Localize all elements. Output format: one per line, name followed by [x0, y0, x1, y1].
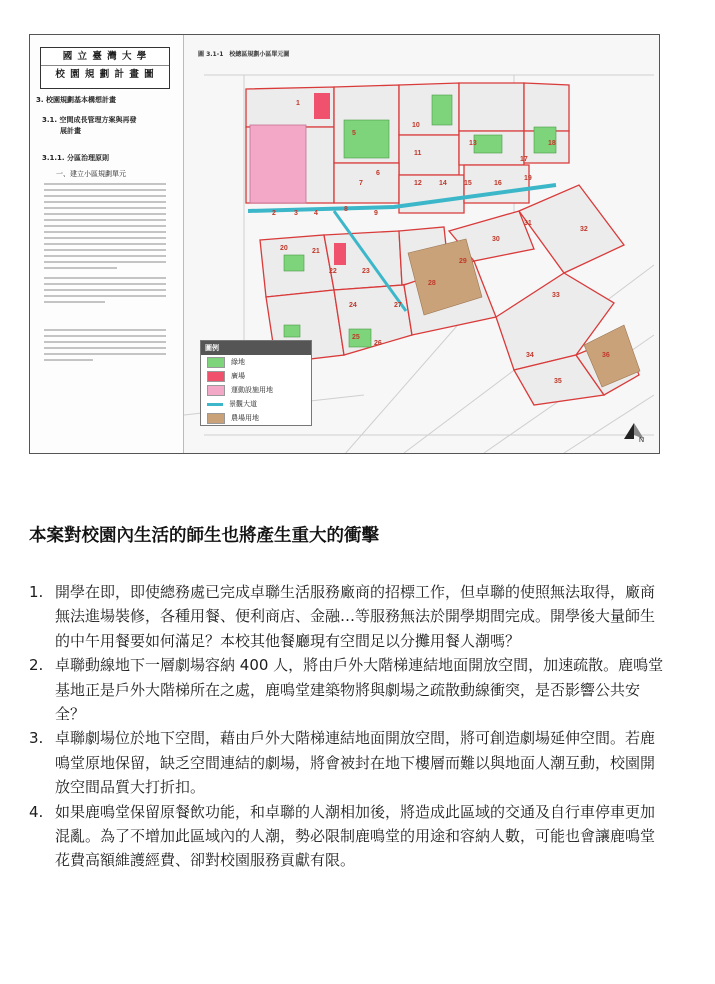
legend-label: 運動設施用地 — [231, 386, 273, 394]
figure-text-column — [30, 35, 184, 453]
north-label: N — [639, 437, 645, 443]
zone-label-27: 27 — [394, 302, 402, 309]
zone-label-10: 10 — [412, 122, 420, 129]
section-heading-3-1b: 展計畫 — [60, 127, 81, 135]
list-item — [29, 726, 669, 799]
campus-plan-figure — [29, 34, 660, 454]
zone-label-29: 29 — [459, 258, 467, 265]
zone-label-2: 2 — [272, 210, 276, 217]
zone-label-25: 25 — [352, 334, 360, 341]
legend-label: 農場用地 — [231, 414, 259, 422]
impact-list — [29, 580, 669, 873]
figure-title-line2: 校 園 規 劃 計 畫 圖 — [55, 69, 155, 80]
zone-label-18: 18 — [548, 140, 556, 147]
body-text-block-3 — [44, 329, 166, 365]
zone-label-1: 1 — [296, 100, 300, 107]
zone-label-16: 16 — [494, 180, 502, 187]
zone-label-7: 7 — [359, 180, 363, 187]
section-heading: 本案對校園內生活的師生也將產生重大的衝擊 — [29, 526, 379, 546]
legend-swatch — [207, 371, 225, 382]
zone-label-6: 6 — [376, 170, 380, 177]
legend-title: 圖例 — [201, 341, 311, 355]
zone-label-3: 3 — [294, 210, 298, 217]
zone-label-19: 19 — [524, 175, 532, 182]
legend-label: 廣場 — [231, 372, 245, 380]
list-item-number: 1. — [29, 583, 44, 601]
zone-label-35: 35 — [554, 378, 562, 385]
zone-label-20: 20 — [280, 245, 288, 252]
zone-label-34: 34 — [526, 352, 534, 359]
list-item-text: 卓聯動線地下一層劇場容納 400 人，將由戶外大階梯連結地面開放空間，加速疏散。鹿鳴堂基地正是戶外大階梯所在之處，鹿鳴堂建築物將與劇場之疏散動線衝突，是否影響公共安全？ — [55, 656, 664, 724]
zone-label-14: 14 — [439, 180, 447, 187]
zone-label-15: 15 — [464, 180, 472, 187]
north-arrow-icon — [622, 419, 646, 443]
list-item-text: 如果鹿鳴堂保留原餐飲功能，和卓聯的人潮相加後，將造成此區域的交通及自行車停車更加混亂。為了不增加此區域內的人潮，勢必限制鹿鳴堂的用途和容納人數，可能也會讓鹿鳴堂花費高額維護經費、卻對校園服務貢獻有限。 — [55, 802, 656, 870]
list-item-number: 2. — [29, 656, 44, 675]
legend-swatch — [207, 413, 225, 424]
zone-label-12: 12 — [414, 180, 422, 187]
legend-item-boulevard — [201, 397, 311, 411]
zone-label-21: 21 — [312, 248, 320, 255]
list-item — [29, 800, 669, 873]
zone-label-5: 5 — [352, 130, 356, 137]
section-heading-3-1-1: 3.1.1. 分區治理原則 — [42, 154, 110, 162]
zone-label-9: 9 — [374, 210, 378, 217]
legend-item-farm — [201, 411, 311, 425]
zone-label-33: 33 — [552, 292, 560, 299]
zone-label-17: 17 — [520, 156, 528, 163]
figure-title-line1: 國 立 臺 灣 大 學 — [41, 48, 169, 66]
zone-label-22: 22 — [329, 268, 337, 275]
zone-label-8: 8 — [344, 206, 348, 213]
legend-swatch — [207, 403, 223, 406]
list-item-text: 卓聯劇場位於地下空間，藉由戶外大階梯連結地面開放空間，將可創造劇場延伸空間。若鹿鳴堂原地保留，缺乏空間連結的劇場，將會被封在地下樓層而難以與地面人潮互動，校園開放空間品質大打折扣。 — [55, 729, 656, 797]
zone-label-24: 24 — [349, 302, 357, 309]
zone-label-26: 26 — [374, 340, 382, 347]
legend-item-sports — [201, 383, 311, 397]
list-item-number: 4. — [29, 802, 44, 821]
zone-label-28: 28 — [428, 280, 436, 287]
legend-item-square — [201, 369, 311, 383]
zone-label-13: 13 — [469, 140, 477, 147]
legend-swatch — [207, 357, 225, 368]
zone-label-11: 11 — [414, 150, 422, 157]
body-text-block-1 — [44, 183, 166, 273]
figure-title-box — [40, 47, 170, 89]
zone-label-36: 36 — [602, 352, 610, 359]
zone-label-23: 23 — [362, 268, 370, 275]
zone-label-31: 31 — [524, 220, 532, 227]
legend-label: 景觀大道 — [229, 400, 257, 408]
zone-label-4: 4 — [314, 210, 318, 217]
section-heading-3-1: 3.1. 空間成長管理方案與再發 — [42, 116, 137, 124]
legend-label: 綠地 — [231, 358, 245, 366]
section-heading-3: 3. 校園規劃基本構想計畫 — [36, 96, 116, 104]
list-item — [29, 653, 669, 726]
body-text-block-2 — [44, 277, 166, 307]
list-item-number: 3. — [29, 729, 44, 748]
section-subheading: 一、建立小區規劃單元 — [56, 170, 126, 178]
list-item — [29, 580, 669, 653]
legend-swatch — [207, 385, 225, 396]
legend-item-green — [201, 355, 311, 369]
map-title: 圖 3.1-1 校總區規劃小區單元圖 — [198, 51, 290, 58]
zone-label-32: 32 — [580, 226, 588, 233]
zone-label-30: 30 — [492, 236, 500, 243]
map-legend — [200, 340, 312, 426]
list-item-text: 開學在即，即使總務處已完成卓聯生活服務廠商的招標工作，但卓聯的使照無法取得，廠商無法進場裝修，各種用餐、便利商店、金融…等服務無法於開學期間完成。開學後大量師生的中午用餐要如何滿足？本校其他餐廳現有空間足以分攤用餐人潮嗎？ — [55, 583, 656, 650]
